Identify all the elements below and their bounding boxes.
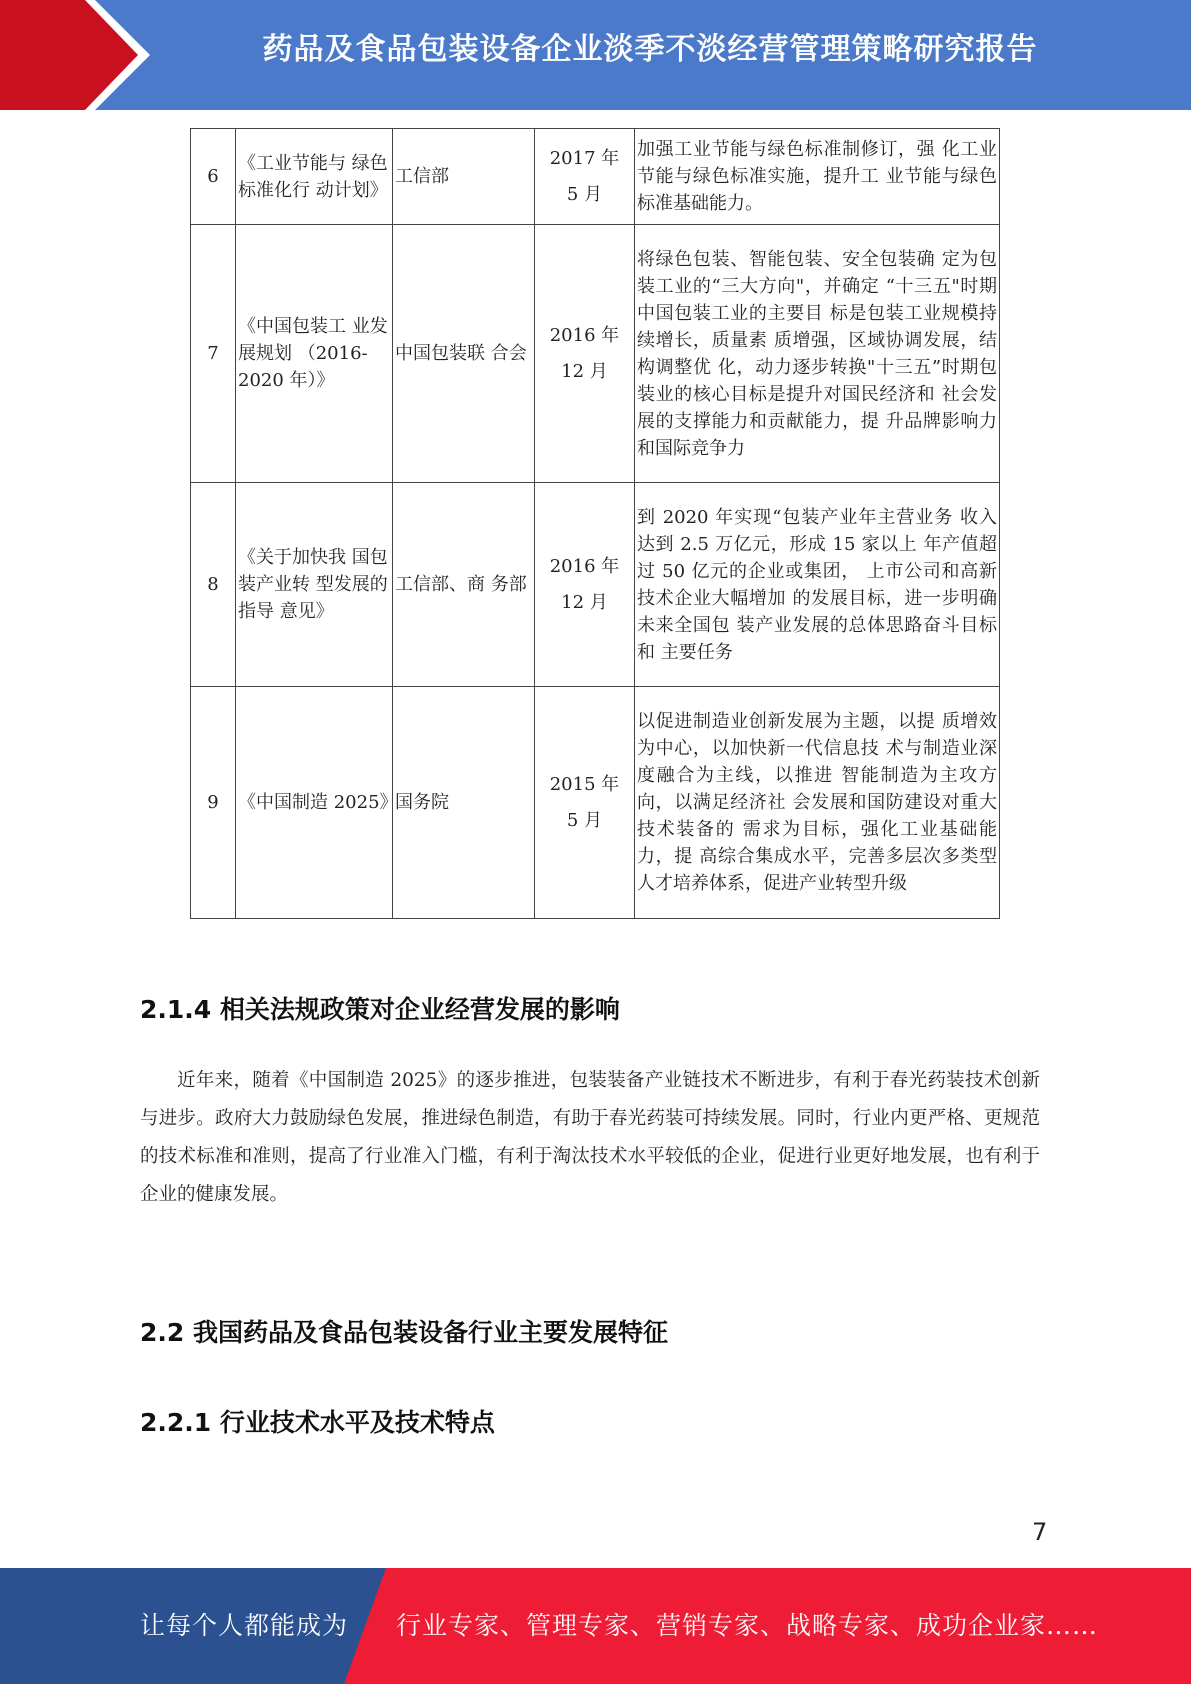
- report-title: 药品及食品包装设备企业淡季不淡经营管理策略研究报告: [262, 32, 1038, 67]
- policy-department: 国务院: [393, 687, 535, 919]
- row-number: 6: [191, 129, 236, 225]
- policy-date: [535, 483, 635, 687]
- policy-year: 2017 年: [549, 147, 620, 169]
- policy-year: 2016 年: [549, 555, 620, 577]
- policy-description: 以促进制造业创新发展为主题，以提 质增效为中心，以加快新一代信息技 术与制造业深度融合为主线，以推进 智能制造为主攻方向，以满足经济社 会发展和国防建设对重大技术装备的 需求为目标，强化工业基础能力，提 高综合集成水平，完善多层次多类型 人才培养体系，促进产业转型升级: [635, 687, 1000, 919]
- header-red-arrow: [0, 0, 150, 110]
- table-row: [191, 687, 1000, 919]
- section-heading-2-2-1: 2.2.1 行业技术水平及技术特点: [140, 1408, 495, 1437]
- section-paragraph: 近年来，随着《中国制造 2025》的逐步推进，包装装备产业链技术不断进步，有利于春光药装技术创新与进步。政府大力鼓励绿色发展，推进绿色制造，有助于春光药装可持续发展。同时，行业内更严格、更规范的技术标准和准则，提高了行业准入门槛，有利于淘汰技术水平较低的企业，促进行业更好地发展，也有利于企业的健康发展。: [140, 1070, 1040, 1205]
- row-number: 8: [191, 483, 236, 687]
- policy-year: 2016 年: [549, 324, 620, 346]
- policy-year: 2015 年: [549, 773, 620, 795]
- table-row: [191, 129, 1000, 225]
- policy-name: 《工业节能与 绿色标准化行 动计划》: [236, 129, 393, 225]
- policy-name: 《关于加快我 国包装产业转 型发展的指导 意见》: [236, 483, 393, 687]
- policy-date: [535, 225, 635, 483]
- row-number: 9: [191, 687, 236, 919]
- policy-name: 《中国制造 2025》: [236, 687, 393, 919]
- policy-department: 工信部、商 务部: [393, 483, 535, 687]
- policy-date: [535, 129, 635, 225]
- footer-slogan-right: 行业专家、管理专家、营销专家、战略专家、成功企业家……: [396, 1611, 1099, 1640]
- policy-department: 工信部: [393, 129, 535, 225]
- footer-slogan-left: 让每个人都能成为: [140, 1611, 349, 1640]
- policy-description: 到 2020 年实现“包装产业年主营业务 收入达到 2.5 万亿元，形成 15 家以上 年产值超过 50 亿元的企业或集团， 上市公司和高新技术企业大幅增加 的发展目标，进一步明确未来全国包 装产业发展的总体思路奋斗目标和 主要任务: [635, 483, 1000, 687]
- policy-description: 加强工业节能与绿色标准制修订，强 化工业节能与绿色标准实施，提升工 业节能与绿色标准基础能力。: [635, 129, 1000, 225]
- row-number: 7: [191, 225, 236, 483]
- policy-description: 将绿色包装、智能包装、安全包装确 定为包装工业的“三大方向"，并确定 “十三五"时期中国包装工业的主要目 标是包装工业规模持续增长，质量素 质增强，区域协调发展，结构调整优 化，动力逐步转换"十三五”时期包 装业的核心目标是提升对国民经济和 社会发展的支撑能力和贡献能力，提 升品牌影响力和国际竞争力: [635, 225, 1000, 483]
- policy-month: 12 月: [561, 360, 608, 382]
- table-row: [191, 483, 1000, 687]
- policy-department: 中国包装联 合会: [393, 225, 535, 483]
- policy-month: 5 月: [566, 183, 603, 205]
- page-footer: [0, 1568, 1191, 1684]
- page-number: 7: [1032, 1518, 1048, 1546]
- policy-table: [190, 128, 1000, 919]
- section-heading-2-1-4: 2.1.4 相关法规政策对企业经营发展的影响: [140, 995, 620, 1024]
- policy-name: 《中国包装工 业发展规划 （2016-2020 年）》: [236, 225, 393, 483]
- policy-month: 5 月: [566, 809, 603, 831]
- section-heading-2-2: 2.2 我国药品及食品包装设备行业主要发展特征: [140, 1318, 668, 1347]
- table-row: [191, 225, 1000, 483]
- policy-month: 12 月: [561, 591, 608, 613]
- policy-date: [535, 687, 635, 919]
- page-header: [0, 0, 1191, 110]
